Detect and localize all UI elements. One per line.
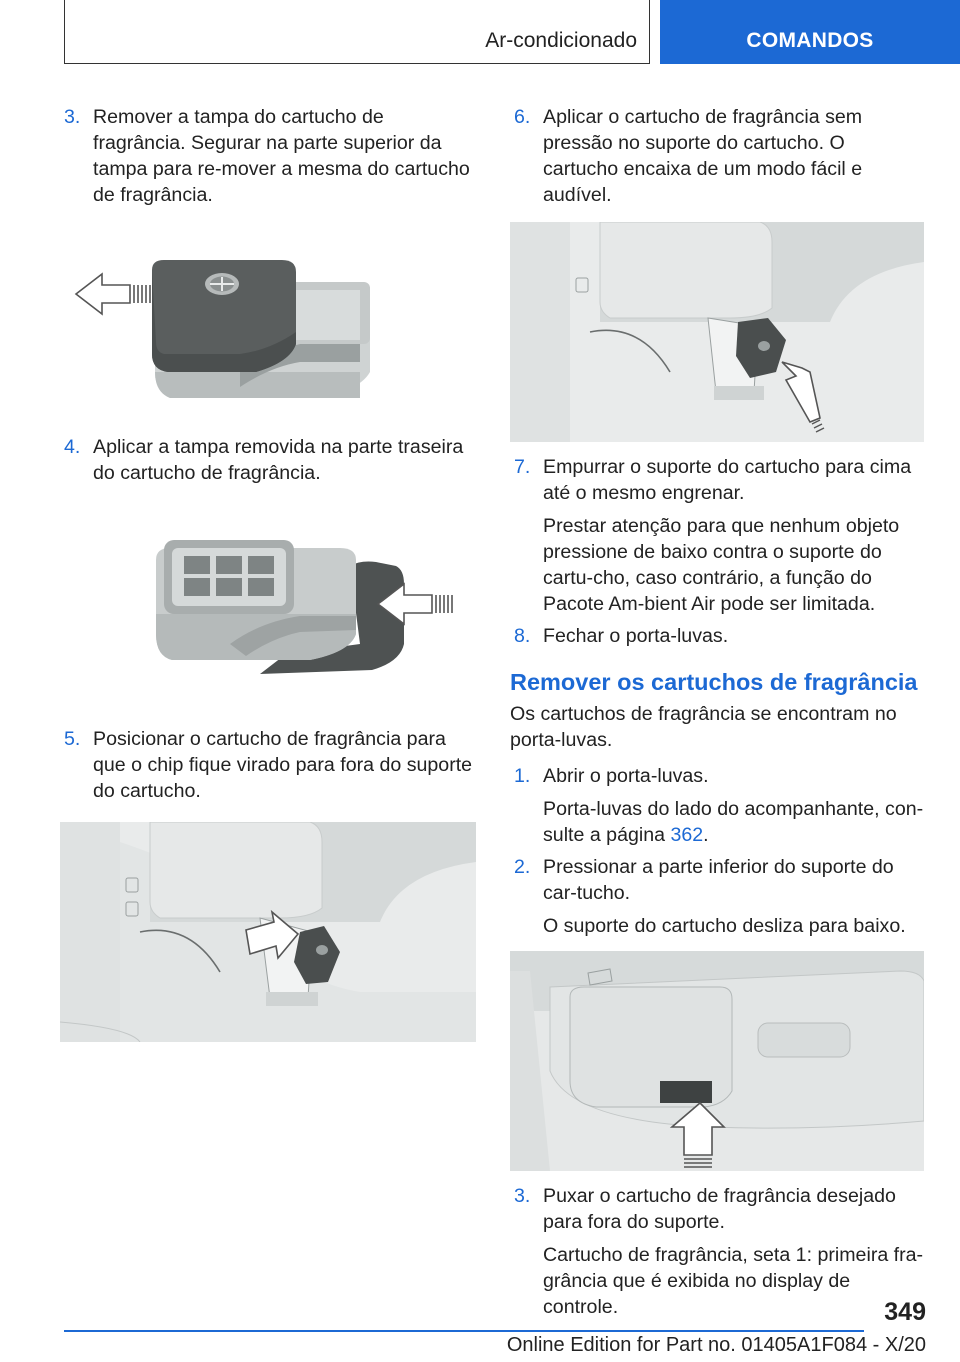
chapter-title: COMANDOS (746, 29, 874, 52)
figure-apply-cartridge (510, 222, 924, 442)
step-7-push-holder: 7. Empurrar o suporte do cartucho para cima até o mesmo engrenar. Prestar atenção para que nenhum objeto pressione de baixo contra o suporte do cartu-cho, caso contrário, a função do Pacote Am-bient Air pode ser limitada. (514, 456, 912, 615)
page-reference-link[interactable]: 362 (670, 824, 704, 846)
page-number: 349 (884, 1298, 926, 1326)
step-3-pull-cartridge: 3. Puxar o cartucho de fragrância desejado para fora do suporte. Cartucho de fragrância, seta 1: primeira fra-grância que é exibida no display de controle. (514, 1185, 924, 1318)
right-column (510, 104, 924, 1320)
step-8-close-glovebox: 8. Fechar o porta-luvas. (514, 625, 729, 647)
section-title: Ar-condicionado (485, 29, 637, 52)
figure-apply-cover (60, 504, 480, 718)
figure-remove-cover (60, 222, 480, 434)
step-6-apply-cartridge: 6. Aplicar o cartucho de fragrância sem pressão no suporte do cartucho. O cartucho encaixa de um modo fácil e audível. (514, 106, 863, 206)
section-intro: Os cartuchos de fragrância se encontram no porta-luvas. (510, 703, 897, 751)
figure-position-cartridge (60, 822, 476, 1042)
step-4-apply-cover: 4. Aplicar a tampa removida na parte traseira do cartucho de fragrância. (64, 436, 464, 484)
header-section-box (64, 0, 650, 64)
footer-divider (64, 1330, 864, 1332)
figure-press-holder (510, 951, 924, 1171)
header-chapter-tab[interactable] (660, 0, 960, 64)
step-3-remove-cover: 3. Remover a tampa do cartucho de fragrância. Segurar na parte superior da tampa para re-mover a mesma do cartucho de fragrância. (64, 106, 470, 206)
left-column (60, 104, 480, 1042)
step-5-position-cartridge: 5. Posicionar o cartucho de fragrância para que o chip fique virado para fora do suporte do cartucho. (64, 728, 473, 802)
step-1-open-glovebox: 1. Abrir o porta-luvas. Porta-luvas do lado do acompanhante, con-sulte a página 362. (514, 765, 924, 846)
section-heading: Remover os cartuchos de fragrância (510, 669, 918, 695)
edition-info: Online Edition for Part no. 01405A1F084 - X/20 (506, 1334, 926, 1356)
step-2-press-holder: 2. Pressionar a parte inferior do suporte do car-tucho. O suporte do cartucho desliza para baixo. (514, 856, 906, 937)
